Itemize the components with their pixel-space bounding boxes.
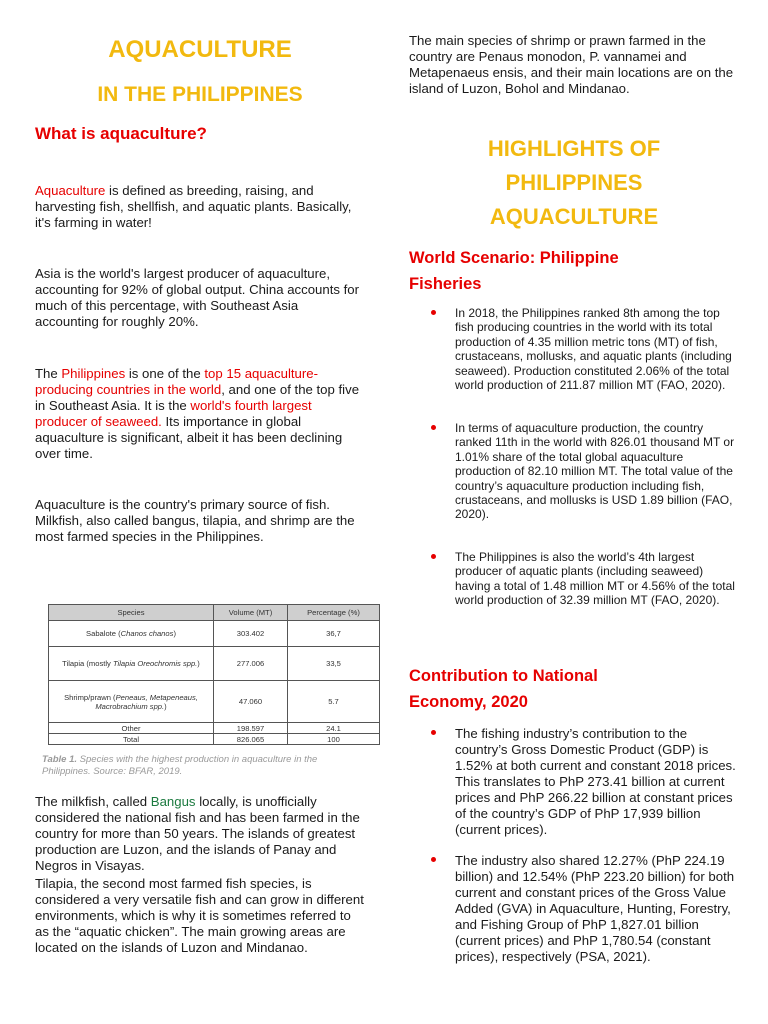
cell-volume: 277.006 — [214, 647, 288, 681]
section-heading-contribution — [409, 663, 709, 715]
table-caption — [42, 754, 362, 778]
bullet-text: The Philippines is also the world’s 4th largest producer of aquatic plants (including seaweed) having a total of 1.48 million MT or 4.56% of the total world production of 32.39 million MT (FAO, 2020). — [455, 550, 735, 608]
species-table — [48, 604, 380, 745]
caption-label: Table 1. — [42, 754, 78, 765]
cell-percentage: 5.7 — [288, 681, 380, 723]
p3-highlight-seaweed: world's fourth largest producer of seaweed. — [35, 398, 312, 429]
table-header-row — [49, 605, 380, 621]
paragraph-primary-source: Aquaculture is the country's primary source of fish. Milkfish, also called bangus, tilapia, and shrimp are the most farmed species in the Philippines. — [35, 497, 355, 544]
bullet-text: In 2018, the Philippines ranked 8th among the top fish producing countries in the world with its total production of 4.35 million metric tons (MT) of fish, crustaceans, mollusks, and aquatic plants (including seaweed). Production constituted 2.06% of the total world production of 211.87 million MT (FAO, 2020). — [455, 306, 732, 393]
cell-percentage: 24.1 — [288, 723, 380, 734]
main-title-line1: AQUACULTURE — [108, 36, 292, 63]
list-item — [431, 550, 741, 608]
section1-line1: World Scenario: Philippine — [409, 249, 619, 267]
bullet-dot-icon — [431, 554, 436, 559]
section1-line2: Fisheries — [409, 275, 482, 293]
p3-text-e: , and one of the top five in Southeast Asia. It is the — [35, 382, 360, 413]
term-bangus: Bangus — [150, 794, 196, 809]
bullet-dot-icon — [431, 730, 436, 735]
cell-percentage: 100 — [288, 734, 380, 745]
col-header-species: Species — [49, 605, 214, 621]
paragraph-milkfish — [35, 794, 365, 874]
bullet-dot-icon — [431, 425, 436, 430]
contribution-list — [431, 726, 741, 838]
cell-volume: 47.060 — [214, 681, 288, 723]
p3-highlight-top15: top 15 aquaculture-producing countries in the world — [35, 366, 318, 397]
p3-text-a: The — [35, 366, 62, 381]
table-row — [49, 681, 380, 723]
section-heading-world-scenario — [409, 245, 709, 297]
cell-species: Shrimp/prawn (Peneaus, Metapeneaus, Macrobrachium spp.) — [49, 681, 214, 723]
table-row — [49, 621, 380, 647]
p3-text-c: is one of the — [125, 366, 205, 381]
highlights-title-line1: HIGHLIGHTS OF — [487, 136, 661, 161]
list-item — [431, 726, 741, 838]
paragraph-definition — [35, 183, 365, 231]
col-header-percentage: Percentage (%) — [288, 605, 380, 621]
cell-volume: 198.597 — [214, 723, 288, 734]
bullet-text: The industry also shared 12.27% (PhP 224.19 billion) and 12.54% (PhP 223.20 billion) for both current and constant prices of the Gross Value Added (GVA) in Aquaculture, Hunting, Forestry, and Fishing Group of PhP 1,827.01 billion (current prices) and PhP 1,780.54 (constant prices), respectively (PSA, 2021). — [455, 853, 735, 964]
col-header-volume: Volume (MT) — [214, 605, 288, 621]
section2-line2: Economy, 2020 — [409, 693, 528, 711]
paragraph-tilapia: Tilapia, the second most farmed fish species, is considered a very versatile fish and can grow in different environments, which is why it is sometimes referred to as the “aquatic chicken”. The main growing areas are located on the islands of Luzon and Mindanao. — [35, 876, 364, 955]
term-aquaculture: Aquaculture — [35, 183, 106, 198]
cell-volume: 826.065 — [214, 734, 288, 745]
paragraph-philippines — [35, 366, 365, 462]
cell-species: Tilapia (mostly Tilapia Oreochromis spp.) — [49, 647, 214, 681]
species-scientific: Chanos chanos — [120, 629, 174, 638]
highlights-title-line3: AQUACULTURE — [489, 204, 659, 229]
species-scientific: Peneaus, Metapeneaus, Macrobrachium spp. — [95, 692, 198, 711]
cell-species: Sabalote (Chanos chanos) — [49, 621, 214, 647]
world-scenario-list-2 — [431, 421, 741, 522]
species-scientific: Tilapia Oreochromis spp. — [112, 659, 198, 668]
table-row — [49, 723, 380, 734]
species-prefix: mostly — [88, 659, 113, 668]
question-heading: What is aquaculture? — [35, 124, 207, 143]
paragraph-asia: Asia is the world's largest producer of aquaculture, accounting for 92% of global output. China accounts for much of this percentage, with Southeast Asia accounting for roughly 20%. — [35, 266, 360, 329]
bullet-dot-icon — [431, 857, 436, 862]
cell-species: Other — [49, 723, 214, 734]
list-item — [431, 853, 741, 965]
cell-species: Total — [49, 734, 214, 745]
list-item — [431, 421, 741, 522]
cell-percentage: 33,5 — [288, 647, 380, 681]
species-name: Shrimp/prawn — [64, 692, 111, 702]
p3-highlight-philippines: Philippines — [61, 366, 126, 381]
highlights-title-line2: PHILIPPINES — [505, 170, 643, 195]
table-row — [49, 647, 380, 681]
cell-percentage: 36,7 — [288, 621, 380, 647]
caption-text: Species with the highest production in aquaculture in the Philippines. Source: BFAR, 2019. — [42, 754, 318, 777]
contribution-list-2 — [431, 853, 741, 965]
species-table-wrap — [48, 604, 380, 745]
table-row — [49, 734, 380, 745]
p3-text-g: Its importance in global aquaculture is significant, albeit it has been declining over time. — [35, 414, 343, 461]
p5-text-a: The milkfish, called — [35, 794, 151, 809]
world-scenario-list-3 — [431, 550, 741, 608]
bullet-text: The fishing industry’s contribution to the country’s Gross Domestic Product (GDP) is 1.52% at both current and constant 2018 prices. This translates to PhP 273.41 billion at current prices and PhP 266.22 billion at constant prices of the country’s GDP of PhP 17,939 billion (current prices). — [455, 726, 736, 837]
section2-line1: Contribution to National — [409, 667, 598, 685]
cell-volume: 303.402 — [214, 621, 288, 647]
world-scenario-list — [431, 306, 741, 392]
bullet-dot-icon — [431, 310, 436, 315]
paragraph-shrimp-species: The main species of shrimp or prawn farmed in the country are Penaus monodon, P. vannamei and Metapenaeus ensis, and their main locations are on the island of Luzon, Bohol and Mindanao. — [409, 33, 734, 96]
bullet-text: In terms of aquaculture production, the country ranked 11th in the world with 826.01 thousand MT or 1.01% share of the total global aquaculture production of 82.10 million MT. The total value of the country’s aquaculture production including fish, crustaceans, and mollusks is USD 1.89 billion (FAO, 2020). — [455, 421, 735, 522]
p5-text-c: locally, is unofficially considered the national fish and has been farmed in the country for more than 50 years. The islands of greatest production are Luzon, and the islands of Panay and Negros in Visayas. — [35, 794, 360, 873]
definition-text: is defined as breeding, raising, and harvesting fish, shellfish, and aquatic plants. Basically, it's farming in water! — [35, 183, 352, 230]
species-name: Sabalote — [86, 629, 117, 638]
main-title-line2: IN THE PHILIPPINES — [97, 83, 303, 106]
species-name: Tilapia — [62, 659, 85, 668]
list-item — [431, 306, 741, 392]
